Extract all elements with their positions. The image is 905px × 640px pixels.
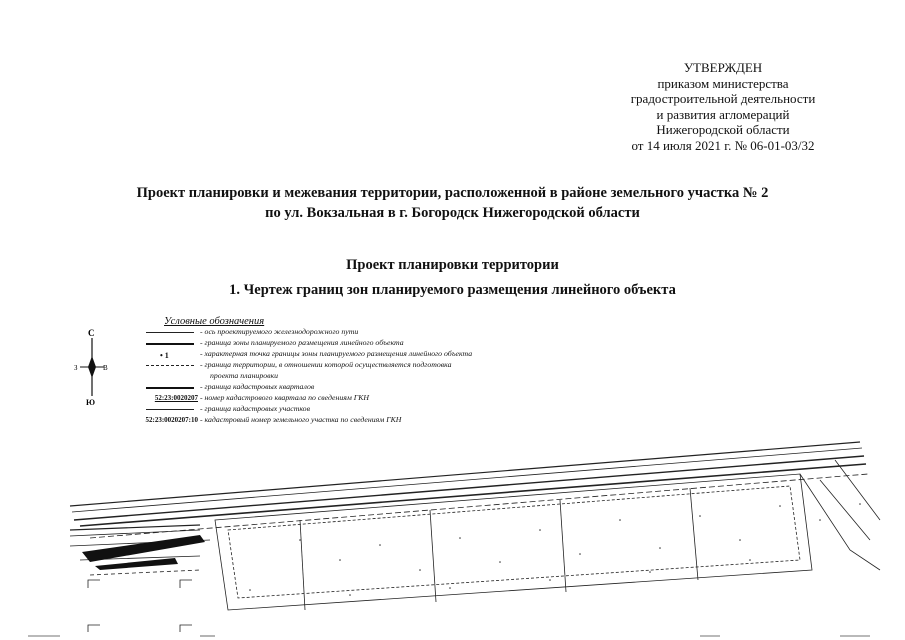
compass-south-label: Ю — [86, 398, 96, 406]
compass-west-label: З — [74, 364, 78, 372]
legend-item — [134, 404, 604, 415]
terrain-line — [835, 460, 880, 520]
legend-symbol-quarter-boundary — [134, 382, 198, 393]
legend-symbol-territory-boundary — [134, 360, 198, 371]
parcel-boundary — [430, 510, 436, 602]
parcel-boundary — [215, 474, 812, 610]
approval-line: градостроительной деятельности — [630, 91, 816, 106]
legend-item-text: - ось проектируемого железнодорожного пути — [200, 327, 359, 336]
legend-symbol-label: 52:23:0020207:10 — [145, 416, 198, 424]
legend-item-text: - кадастровый номер земельного участка по сведениям ГКН — [200, 415, 402, 424]
legend-symbol-label: • 1 — [160, 351, 169, 360]
legend-symbol-point — [134, 349, 198, 360]
hatched-area — [82, 535, 205, 570]
planning-map-drawing — [0, 420, 905, 640]
compass-east-label: В — [103, 364, 108, 372]
legend-item-text: - граница кадастровых кварталов — [200, 382, 315, 391]
zone-boundary — [90, 474, 868, 538]
approval-line: приказом министерства — [657, 75, 789, 91]
corner-mark — [88, 625, 100, 632]
legend-item — [134, 393, 604, 404]
legend-symbol-zone-boundary — [134, 338, 198, 349]
legend-item — [134, 360, 604, 371]
document-title-line1: Проект планировки и межевания территории, расположенной в районе земельного участка № 2 — [136, 185, 769, 201]
compass-north-label: С — [88, 328, 95, 338]
corner-mark — [180, 625, 192, 632]
legend-item-text: - характерная точка границы зоны планируемого размещения линейного объекта — [200, 349, 473, 358]
legend-item — [134, 338, 604, 349]
legend-item-text: - граница территории, в отношении которой осуществляется подготовка — [200, 360, 452, 369]
legend-heading: Условные обозначения — [164, 316, 265, 327]
legend-symbol-label: 52:23:0020207 — [154, 394, 198, 402]
terrain-line — [820, 480, 870, 540]
approval-line: Нижегородской области — [656, 122, 790, 137]
legend-symbol-parcel-boundary — [134, 404, 198, 415]
legend-item — [134, 327, 604, 338]
terrain-line — [800, 474, 880, 570]
survey-points — [249, 503, 861, 596]
legend — [134, 316, 604, 426]
parcel-boundary — [560, 500, 566, 592]
document-title-line2: по ул. Вокзальная в г. Богородск Нижегородской области — [265, 205, 640, 221]
approval-line: УТВЕРЖДЕН — [683, 60, 763, 75]
railway-corridor-line — [72, 448, 862, 512]
drawing-title: 1. Чертеж границ зон планируемого размещения линейного объекта — [229, 282, 676, 298]
corner-mark — [180, 580, 192, 588]
parcel-boundary — [300, 520, 305, 610]
track-line — [90, 570, 200, 575]
approval-line: от 14 июля 2021 г. № 06-01-03/32 — [631, 137, 815, 153]
approval-block — [603, 60, 843, 153]
section-title: Проект планировки территории — [346, 257, 559, 273]
railway-corridor-line — [74, 456, 864, 520]
track-line — [70, 530, 200, 536]
legend-item-text: - граница кадастровых участков — [200, 404, 310, 413]
parcel-boundary — [690, 488, 698, 580]
legend-item-text: - номер кадастрового квартала по сведениям ГКН — [200, 393, 370, 402]
legend-item — [134, 382, 604, 393]
legend-item — [134, 349, 604, 360]
corner-mark — [88, 580, 100, 588]
compass-icon — [74, 326, 110, 406]
legend-item-text: проекта планировки — [210, 371, 279, 380]
approval-line: и развития агломераций — [656, 106, 790, 122]
legend-symbol-axis-line — [134, 327, 198, 338]
legend-item — [134, 371, 604, 382]
legend-item-text: - граница зоны планируемого размещения линейного объекта — [200, 338, 404, 347]
